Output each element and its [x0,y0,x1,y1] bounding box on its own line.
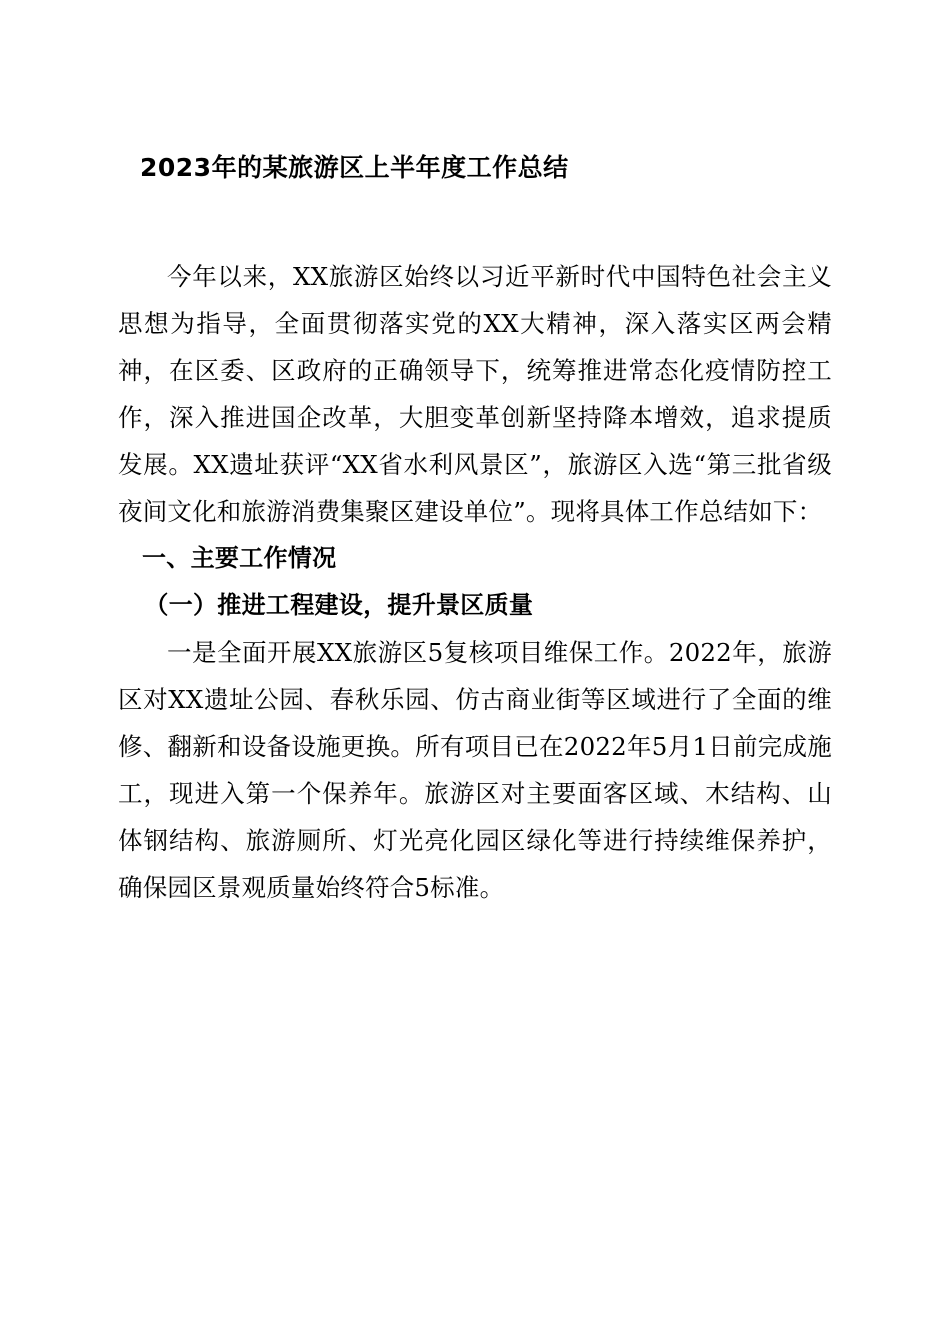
title-spacer [118,185,832,253]
subsection-heading-1: （一）推进工程建设，提升景区质量 [144,591,534,619]
paragraph-intro: 今年以来，XX旅游区始终以习近平新时代中国特色社会主义思想为指导，全面贯彻落实党的XX大精神，深入落实区两会精神，在区委、区政府的正确领导下，统筹推进常态化疫情防控工作，深入推进国企改革，大胆变革创新坚持降本增效，追求提质发展。XX遗址获评“XX省水利风景区”，旅游区入选“第三批省级夜间文化和旅游消费集聚区建设单位”。现将具体工作总结如下： [118,262,832,526]
document-body [118,253,832,911]
page-title: 2023年的某旅游区上半年度工作总结 [140,153,569,182]
section-heading-1: 一、主要工作情况 [142,544,337,572]
paragraph-section-1-1: 一是全面开展XX旅游区5复核项目维保工作。2022年，旅游区对XX遗址公园、春秋乐园、仿古商业街等区域进行了全面的维修、翻新和设备设施更换。所有项目已在2022年5月1日前完成施工，现进入第一个保养年。旅游区对主要面客区域、木结构、山体钢结构、旅游厕所、灯光亮化园区绿化等进行持续维保养护，确保园区景观质量始终符合5标准。 [118,638,832,902]
